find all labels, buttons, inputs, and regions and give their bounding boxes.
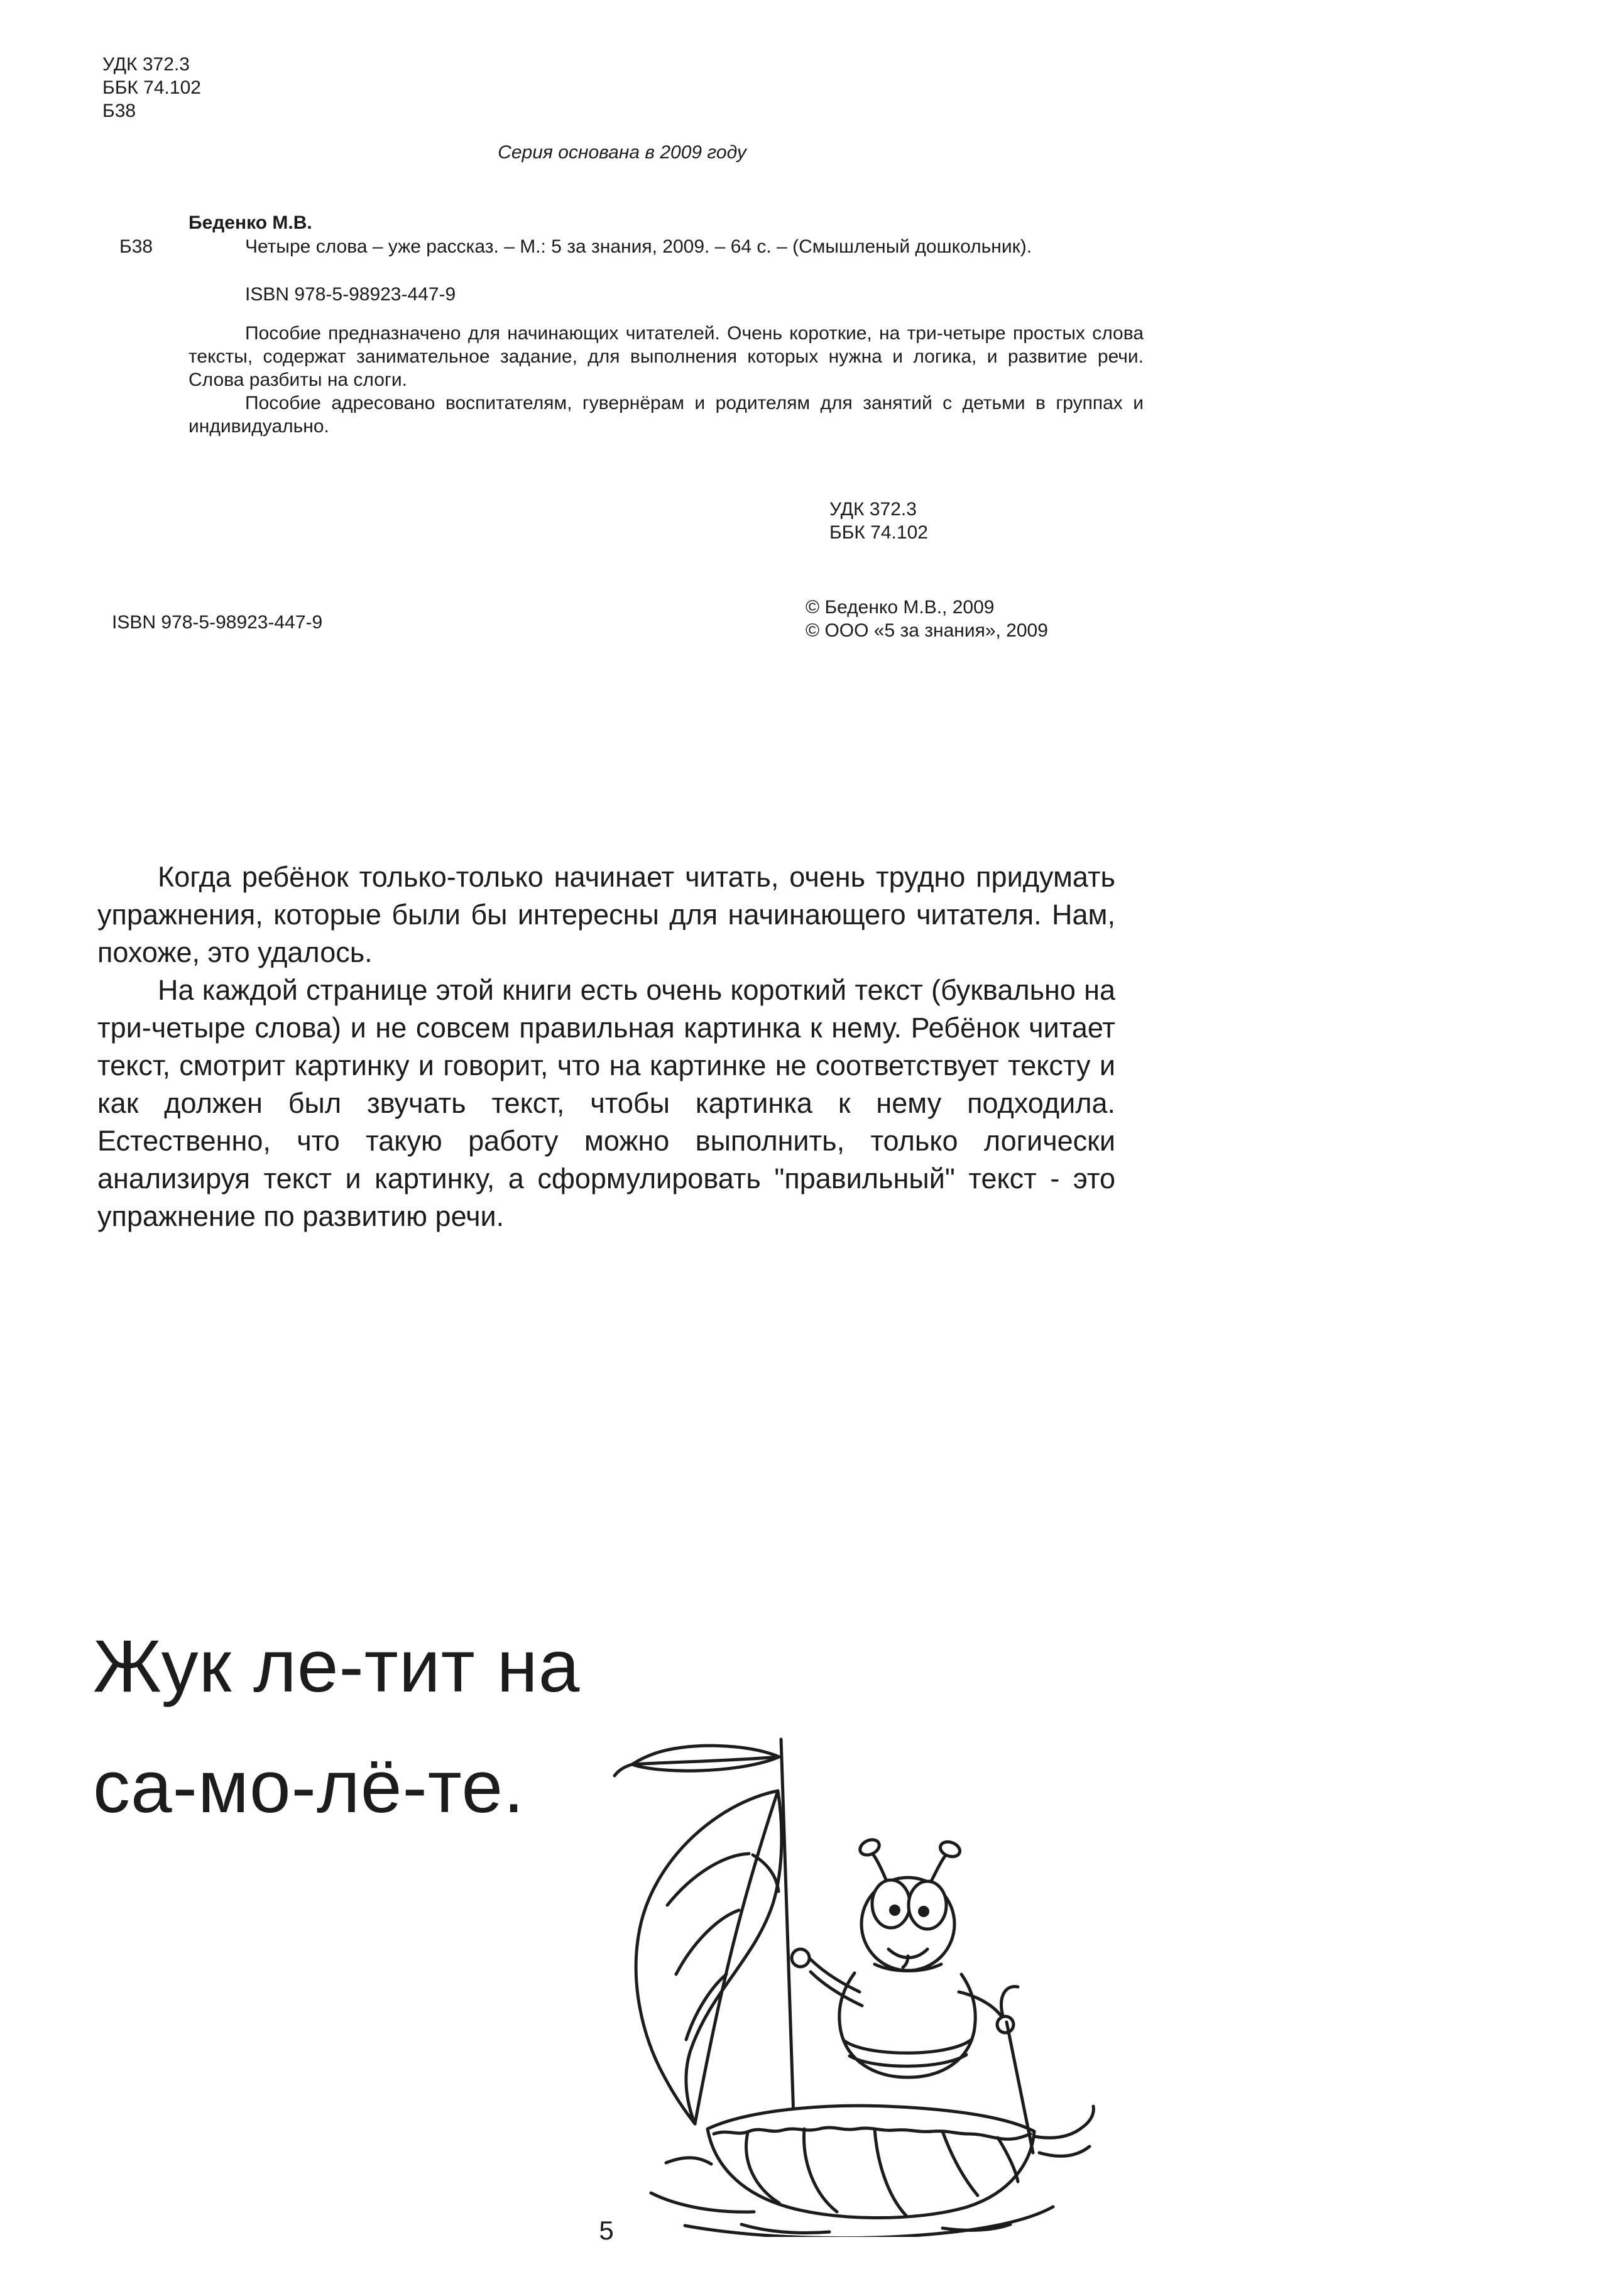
bib-code: Б38 <box>119 236 153 257</box>
foreword-paragraph-1: Когда ребёнок только-только начинает читать, очень трудно придумать упражнения, которые были бы интересны для начинающего читателя. Нам, похоже, это удалось. <box>97 861 1115 968</box>
page-number: 5 <box>599 2216 614 2245</box>
imprint-udc: УДК 372.3 <box>102 54 190 75</box>
nutshell-boat-icon <box>708 2106 1034 2217</box>
imprint-block <box>102 53 201 123</box>
lesson-heading-line-1: Жук ле-тит на <box>93 1625 581 1708</box>
copyright-publisher: © ООО «5 за знания», 2009 <box>806 620 1048 641</box>
classification-udc: УДК 372.3 <box>829 499 917 520</box>
foreword-paragraph-2: На каждой странице этой книги есть очень короткий текст (буквально на три-четыре слова) и не совсем правильная картинка к нему. Ребёнок читает текст, смотрит картинку и говорит, что на картинке не соответствует тексту и как должен был звучать текст, чтобы картинка к нему подходила. Естественно, что такую работу можно выполнить, только логически анализируя текст и картинку, а сформулировать "правильный" текст - это упражнение по развитию речи. <box>97 974 1115 1232</box>
illustration <box>591 1697 1106 2237</box>
classification-block <box>829 498 928 544</box>
foreword-block <box>97 858 1115 1235</box>
beetle-icon <box>792 1837 1014 2077</box>
lesson-heading <box>93 1606 580 1847</box>
isbn-line: ISBN 978-5-98923-447-9 <box>112 612 323 633</box>
beetle-boat-illustration <box>591 1697 1106 2237</box>
series-note: Серия основана в 2009 году <box>498 142 746 163</box>
bib-isbn: ISBN 978-5-98923-447-9 <box>245 284 456 305</box>
bib-entry: Четыре слова – уже рассказ. – М.: 5 за знания, 2009. – 64 с. – (Смышленый дошкольник). <box>245 236 1032 257</box>
copyright-author: © Беденко М.В., 2009 <box>806 597 995 618</box>
imprint-code: Б38 <box>102 101 136 121</box>
annotation-paragraph-2: Пособие адресовано воспитателям, гувернёрам и родителям для занятий с детьми в группах и индивидуально. <box>189 393 1144 437</box>
imprint-bbk: ББК 74.102 <box>102 77 201 98</box>
lesson-heading-line-2: са-мо-лё-те. <box>93 1746 525 1829</box>
classification-bbk: ББК 74.102 <box>829 522 928 543</box>
copyright-block <box>806 596 1048 642</box>
sail-leaf-icon <box>636 1791 782 2124</box>
annotation-paragraph-1: Пособие предназначено для начинающих читателей. Очень короткие, на три-четыре простых слова тексты, содержат занимательное задание, для выполнения которых нужна и логика, и развитие речи. Слова разбиты на слоги. <box>189 323 1144 390</box>
bib-author: Беденко М.В. <box>189 212 312 233</box>
pennant-leaf-icon <box>615 1746 779 1776</box>
annotation-block <box>189 322 1144 438</box>
